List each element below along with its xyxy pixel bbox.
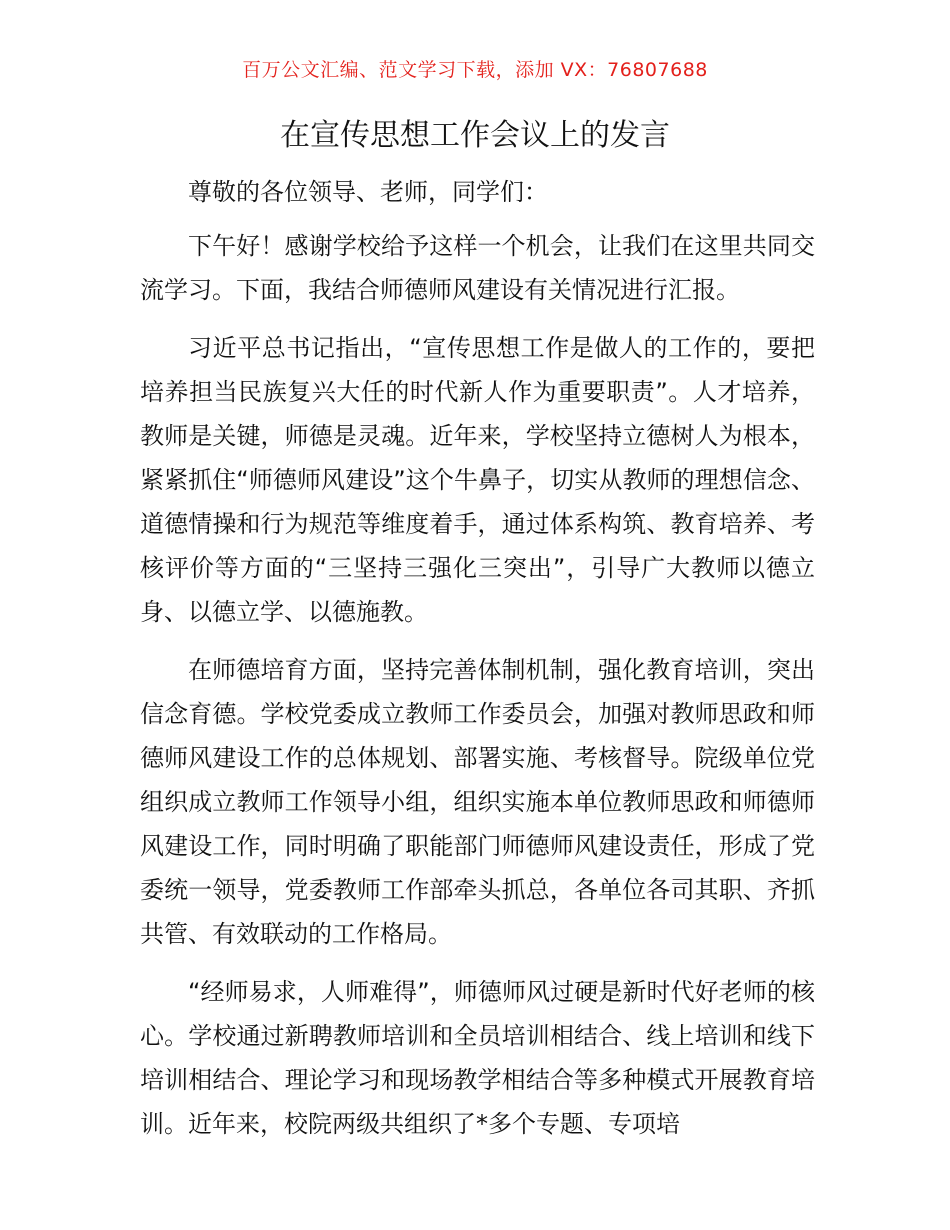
document-body bbox=[140, 170, 815, 1160]
paragraph-xi-quote: 习近平总书记指出，“宣传思想工作是做人的工作的，要把培养担当民族复兴大任的时代新人作为重要职责”。人才培养，教师是关键，师德是灵魂。近年来，学校坚持立德树人为根本，紧紧抓住“师德师风建设”这个牛鼻子，切实从教师的理想信念、道德情操和行为规范等维度着手，通过体系构筑、教育培养、考核评价等方面的“三坚持三强化三突出”，引导广大教师以德立身、以德立学、以德施教。 bbox=[140, 334, 815, 626]
paragraph-opening: 下午好！感谢学校给予这样一个机会，让我们在这里共同交流学习。下面，我结合师德师风建设有关情况进行汇报。 bbox=[140, 232, 815, 304]
paragraph-greeting: 尊敬的各位领导、老师，同学们： bbox=[188, 178, 548, 206]
document-title: 在宣传思想工作会议上的发言 bbox=[280, 118, 670, 153]
paragraph-training: “经师易求，人师难得”，师德师风过硬是新时代好老师的核心。学校通过新聘教师培训和全员培训相结合、线上培训和线下培训相结合、理论学习和现场教学相结合等多种模式开展教育培训。近年来，校院两级共组织了*多个专题、专项培 bbox=[140, 978, 815, 1138]
header-banner: 百万公文汇编、范文学习下载，添加 VX：76807688 bbox=[242, 59, 708, 81]
paragraph-ethics-cultivation: 在师德培育方面，坚持完善体制机制，强化教育培训，突出信念育德。学校党委成立教师工作委员会，加强对教师思政和师德师风建设工作的总体规划、部署实施、考核督导。院级单位党组织成立教师工作领导小组，组织实施本单位教师思政和师德师风建设工作，同时明确了职能部门师德师风建设责任，形成了党委统一领导，党委教师工作部牵头抓总，各单位各司其职、齐抓共管、有效联动的工作格局。 bbox=[140, 656, 815, 948]
